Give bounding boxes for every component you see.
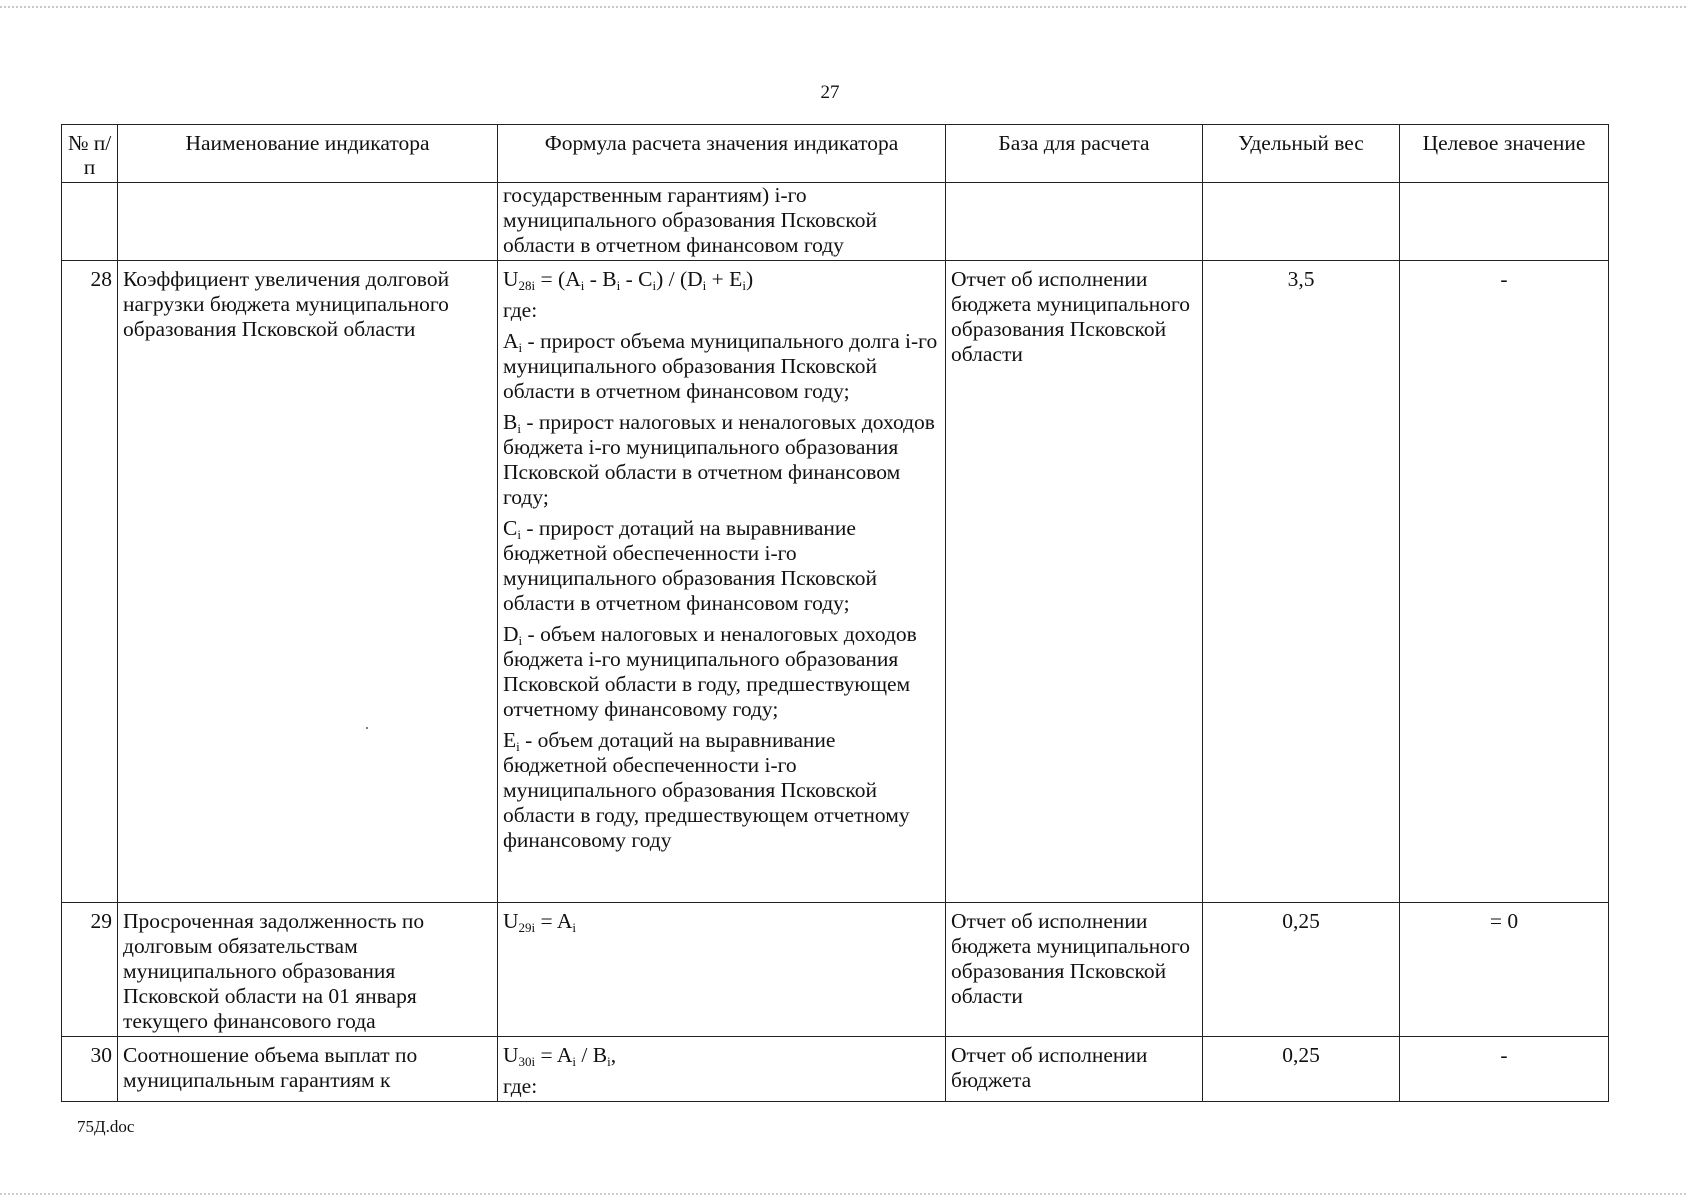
table-row-continuation: [62, 183, 1609, 261]
header-base: База для расчета: [946, 125, 1203, 183]
table-header-row: [62, 125, 1609, 183]
row-29-target: = 0: [1400, 903, 1609, 1037]
formula-28-def-c: $C_i$ - прирост дотаций на выравнивание бюджетной обеспеченности i-го муниципального образования Псковской области в отчетном финансовом году;: [503, 516, 877, 615]
continuation-formula: государственным гарантиям) i-го муниципального образования Псковской области в отчетном финансовом году: [498, 183, 946, 261]
row-29-num: 29: [62, 903, 118, 1037]
header-num: № п/п: [62, 125, 118, 183]
formula-28-def-a: $A_i$ - прирост объема муниципального долга i-го муниципального образования Псковской области в отчетном финансовом году;: [503, 329, 938, 403]
table-row-28: [62, 261, 1609, 903]
row-29-formula: $U_{29i} = A_i$: [498, 903, 946, 1037]
page-number: 27: [820, 82, 840, 103]
scan-edge-top: [0, 6, 1686, 8]
indicator-table: [61, 124, 1609, 1102]
header-weight: Удельный вес: [1203, 125, 1400, 183]
formula-28-def-b: $B_i$ - прирост налоговых и неналоговых доходов бюджета i-го муниципального образования Псковской области в отчетном финансовом году;: [503, 410, 935, 509]
row-28-weight: 3,5: [1203, 261, 1400, 903]
formula-28-def-d: $D_i$ - объем налоговых и неналоговых доходов бюджета i-го муниципального образования Псковской области в году, предшествующем отчетному финансовому году;: [503, 622, 917, 721]
row-30-formula: $U_{30i} = A_i / B_i$, где:: [498, 1037, 946, 1102]
row-30-num: 30: [62, 1037, 118, 1102]
table-row-30: [62, 1037, 1609, 1102]
row-30-weight: 0,25: [1203, 1037, 1400, 1102]
row-28-base: Отчет об исполнении бюджета муниципального образования Псковской области: [946, 261, 1203, 903]
row-28-num: 28: [62, 261, 118, 903]
scan-speck: [366, 727, 368, 729]
row-30-name: Соотношение объема выплат по муниципальным гарантиям к: [118, 1037, 498, 1102]
table-row-29: [62, 903, 1609, 1037]
row-28-name: Коэффициент увеличения долговой нагрузки бюджета муниципального образования Псковской области: [118, 261, 498, 903]
row-29-name: Просроченная задолженность по долговым обязательствам муниципального образования Псковской области на 01 января текущего финансового года: [118, 903, 498, 1037]
formula-28-where: где:: [503, 298, 538, 322]
row-28-target: -: [1400, 261, 1609, 903]
formula-28-def-e: $E_i$ - объем дотаций на выравнивание бюджетной обеспеченности i-го муниципального образования Псковской области в году, предшествующем отчетному финансовому году: [503, 728, 910, 852]
row-29-base: Отчет об исполнении бюджета муниципального образования Псковской области: [946, 903, 1203, 1037]
header-name: Наименование индикатора: [118, 125, 498, 183]
header-target: Целевое значение: [1400, 125, 1609, 183]
scan-edge-bottom: [0, 1193, 1686, 1195]
formula-28-main: $U_{28i} = (A_i - B_i - C_i) / (D_i + E_i)$: [503, 267, 754, 293]
row-29-weight: 0,25: [1203, 903, 1400, 1037]
row-30-target: -: [1400, 1037, 1609, 1102]
row-28-formula: [498, 261, 946, 903]
row-30-base: Отчет об исполнении бюджета: [946, 1037, 1203, 1102]
footer-filename: 75Д.doc: [77, 1117, 135, 1136]
formula-30-where: где:: [503, 1074, 538, 1098]
header-formula: Формула расчета значения индикатора: [498, 125, 946, 183]
